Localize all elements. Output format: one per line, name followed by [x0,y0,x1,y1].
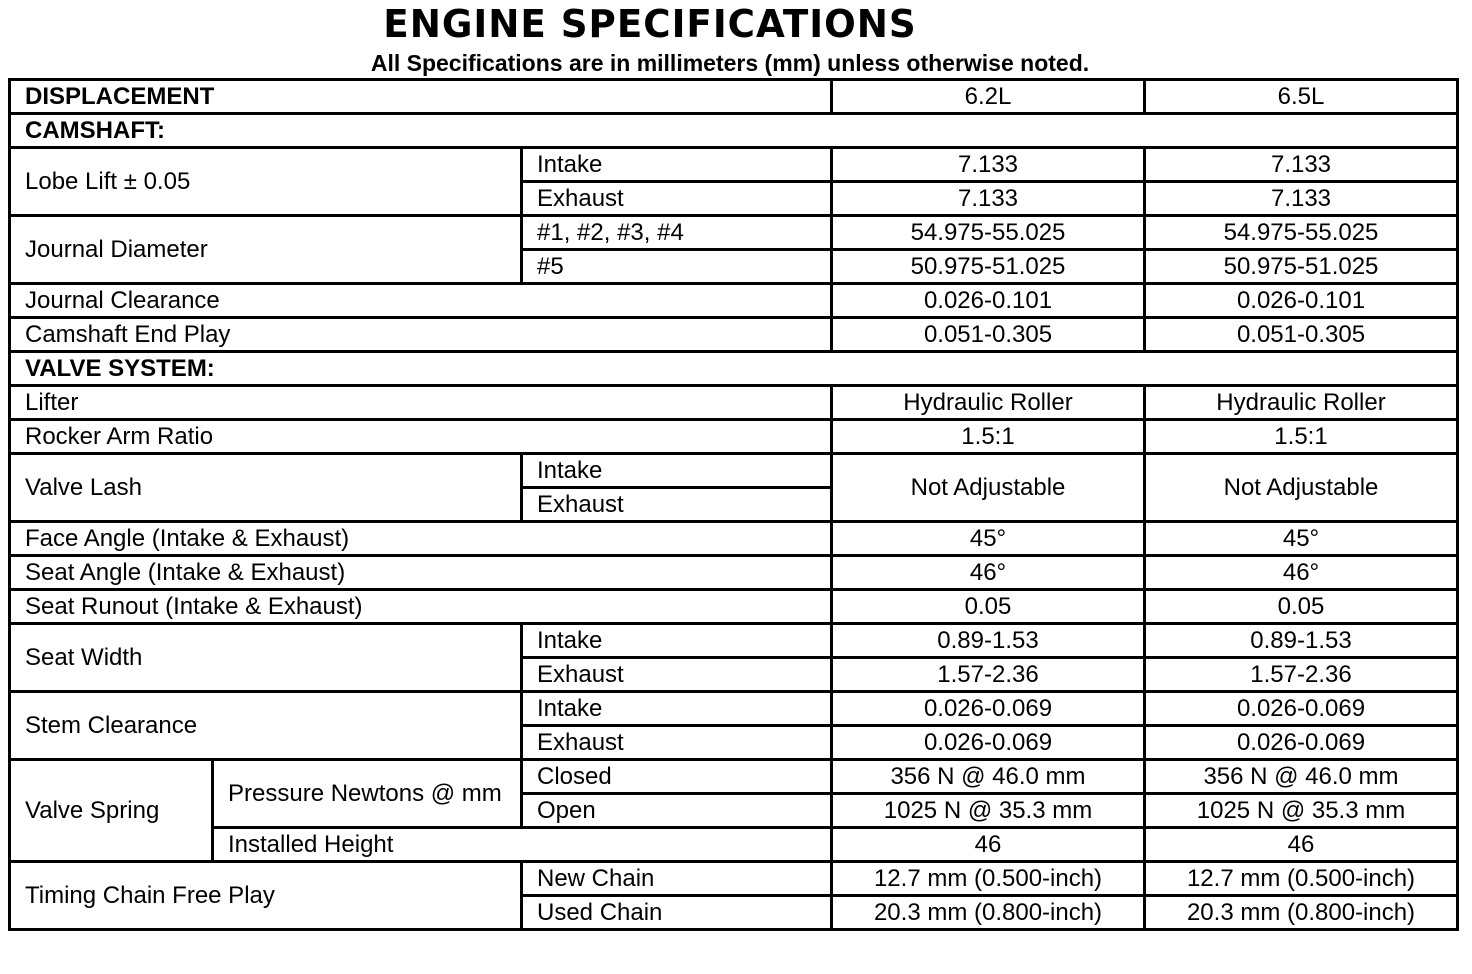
table-row [10,284,1458,318]
sub-label-exhaust: Exhaust [522,726,832,760]
value-cell: 0.05 [1145,590,1458,624]
value-cell: 1.5:1 [1145,420,1458,454]
sub-label-intake: Intake [522,692,832,726]
page-subtitle: All Specifications are in millimeters (mm) unless otherwise noted. [370,50,1090,76]
value-cell: 46 [1145,828,1458,862]
sub-label-new-chain: New Chain [522,862,832,896]
value-cell: 12.7 mm (0.500-inch) [832,862,1145,896]
spec-table [8,78,1459,931]
value-cell: 7.133 [1145,148,1458,182]
face-angle-label: Face Angle (Intake & Exhaust) [10,522,832,556]
value-cell: 356 N @ 46.0 mm [1145,760,1458,794]
page-title: ENGINE SPECIFICATIONS [383,2,917,46]
table-row [10,862,1458,896]
table-row [10,556,1458,590]
value-cell: 0.026-0.101 [1145,284,1458,318]
value-cell: 46 [832,828,1145,862]
value-cell: 1025 N @ 35.3 mm [832,794,1145,828]
value-cell: Hydraulic Roller [832,386,1145,420]
table-row [10,590,1458,624]
sub-label-open: Open [522,794,832,828]
stem-clearance-label: Stem Clearance [10,692,522,760]
journal-diameter-label: Journal Diameter [10,216,522,284]
camshaft-end-play-label: Camshaft End Play [10,318,832,352]
journal-clearance-label: Journal Clearance [10,284,832,318]
value-cell: 1.57-2.36 [832,658,1145,692]
rocker-arm-ratio-label: Rocker Arm Ratio [10,420,832,454]
sub-label-closed: Closed [522,760,832,794]
section-row-camshaft [10,114,1458,148]
value-cell: 7.133 [832,148,1145,182]
seat-runout-label: Seat Runout (Intake & Exhaust) [10,590,832,624]
seat-angle-label: Seat Angle (Intake & Exhaust) [10,556,832,590]
sub-label-intake: Intake [522,148,832,182]
value-cell: 0.05 [832,590,1145,624]
timing-chain-label: Timing Chain Free Play [10,862,522,930]
value-cell: 1025 N @ 35.3 mm [1145,794,1458,828]
value-cell: 0.89-1.53 [1145,624,1458,658]
value-cell: Hydraulic Roller [1145,386,1458,420]
table-row [10,692,1458,726]
pressure-label: Pressure Newtons @ mm [213,760,522,828]
seat-width-label: Seat Width [10,624,522,692]
table-row [10,828,1458,862]
value-cell: 50.975-51.025 [832,250,1145,284]
value-cell: 0.026-0.069 [832,726,1145,760]
sub-label-intake: Intake [522,624,832,658]
sub-label-exhaust: Exhaust [522,488,832,522]
sub-label-journal-5: #5 [522,250,832,284]
value-cell: 20.3 mm (0.800-inch) [832,896,1145,930]
column-header-6-2l: 6.2L [832,80,1145,114]
table-row [10,454,1458,488]
valve-spring-label: Valve Spring [10,760,213,862]
sub-label-exhaust: Exhaust [522,658,832,692]
value-cell: 7.133 [832,182,1145,216]
sub-label-journals-1-4: #1, #2, #3, #4 [522,216,832,250]
lobe-lift-label: Lobe Lift ± 0.05 [10,148,522,216]
displacement-label: DISPLACEMENT [10,80,832,114]
table-row [10,522,1458,556]
value-cell: 0.026-0.069 [832,692,1145,726]
value-cell: 50.975-51.025 [1145,250,1458,284]
value-cell: 0.89-1.53 [832,624,1145,658]
installed-height-label: Installed Height [213,828,832,862]
value-cell: 0.026-0.101 [832,284,1145,318]
table-row-displacement [10,80,1458,114]
value-cell: 1.5:1 [832,420,1145,454]
value-cell: 54.975-55.025 [1145,216,1458,250]
value-cell: 0.026-0.069 [1145,726,1458,760]
value-cell: Not Adjustable [1145,454,1458,522]
value-cell: 20.3 mm (0.800-inch) [1145,896,1458,930]
table-row [10,148,1458,182]
value-cell: Not Adjustable [832,454,1145,522]
value-cell: 45° [832,522,1145,556]
section-row-valve-system [10,352,1458,386]
value-cell: 54.975-55.025 [832,216,1145,250]
sub-label-used-chain: Used Chain [522,896,832,930]
table-row [10,624,1458,658]
value-cell: 12.7 mm (0.500-inch) [1145,862,1458,896]
table-row [10,420,1458,454]
table-row [10,216,1458,250]
section-camshaft: CAMSHAFT: [10,114,1458,148]
sub-label-intake: Intake [522,454,832,488]
value-cell: 1.57-2.36 [1145,658,1458,692]
value-cell: 0.051-0.305 [1145,318,1458,352]
value-cell: 356 N @ 46.0 mm [832,760,1145,794]
value-cell: 46° [1145,556,1458,590]
section-valve-system: VALVE SYSTEM: [10,352,1458,386]
sub-label-exhaust: Exhaust [522,182,832,216]
table-row [10,760,1458,794]
valve-lash-label: Valve Lash [10,454,522,522]
value-cell: 0.051-0.305 [832,318,1145,352]
value-cell: 46° [832,556,1145,590]
value-cell: 7.133 [1145,182,1458,216]
value-cell: 45° [1145,522,1458,556]
table-row [10,318,1458,352]
value-cell: 0.026-0.069 [1145,692,1458,726]
lifter-label: Lifter [10,386,832,420]
table-row [10,386,1458,420]
column-header-6-5l: 6.5L [1145,80,1458,114]
